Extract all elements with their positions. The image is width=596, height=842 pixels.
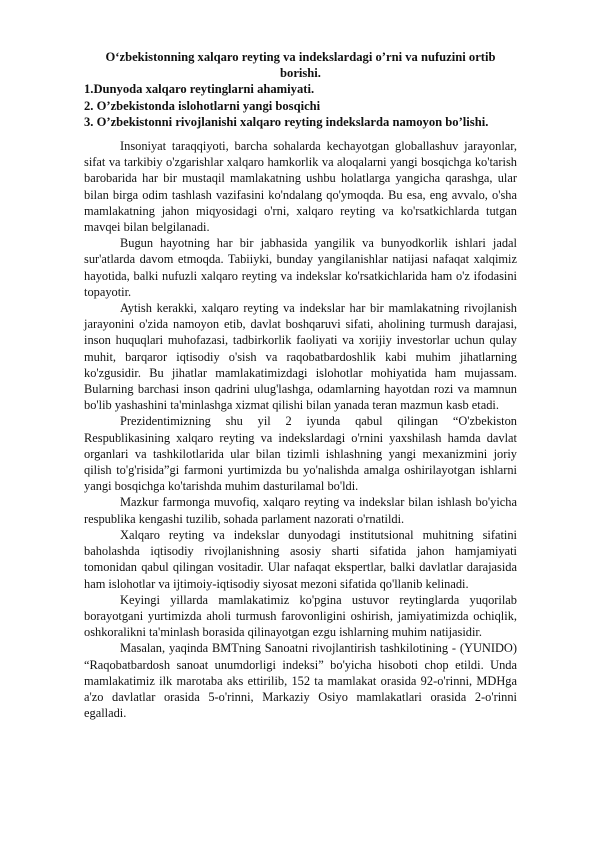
paragraph-2: Bugun hayotning har bir jabhasida yangilik va bunyodkorlik ishlari jadal sur'atlarda davom etmoqda. Tabiiyki, bunday yangilanishlar natijasi nafaqat xalqimiz hayotida, balki nufuzli xalqaro reyting va indekslar ko'rsatkichlarida ham o'z ifodasini topayotir.: [84, 236, 517, 299]
paragraph-3: Aytish kerakki, xalqaro reyting va indekslar har bir mamlakatning rivojlanish jarayonini o'zida namoyon etib, davlat boshqaruvi sifati, aholining turmush darajasi, inson huquqlari muhofazasi, tadbirkorlik faoliyati va xorijiy investorlar uchun qulay muhit, barqaror iqtisodiy o'sish va raqobatbardoshlik kabi muhim jihatlarning ko'zgusidir. Bu jihatlar mamlakatimizdagi islohotlar mohiyatida ham mujassam. Bularning barchasi inson qadrini ulug'lashga, odamlarning hayotdan rozi va mamnun bo'lib yashashini ta'minlashga xizmat qilishi bilan yanada teran mazmun kasb etadi.: [84, 301, 517, 413]
topic-plan-list: [84, 81, 517, 130]
document-body: [84, 138, 517, 721]
plan-item-1: 1.Dunyoda xalqaro reytinglarni ahamiyati.: [84, 82, 315, 97]
document-title: O‘zbekistonning xalqaro reyting va indekslardagi o’rni va nufuzini ortib borishi.: [105, 50, 496, 81]
paragraph-6: Xalqaro reyting va indekslar dunyodagi institutsional muhitning sifatini baholashda iqtisodiy rivojlanishning asosiy sharti sifatida jahon hamjamiyati tomonidan qabul qilingan vositadir. Ular nafaqat ekspertlar, balki davlatlar darajasida ham islohotlar va ijtimoiy-iqtisodiy siyosat mezoni sifatida qo'llanib kelinadi.: [84, 527, 517, 591]
paragraph-4: Prezidentimizning shu yil 2 iyunda qabul qilingan “O'zbekiston Respublikasining xalqaro reyting va indekslardagi o'rnini yaxshilash hamda davlat organlari va tashkilotlarida ular bilan tizimli ishlashning yangi mexanizmini joriy qilish to'g'risida”gi farmoni yurtimizda bu yo'nalishda amalga oshirilayotgan ishlarni yangi bosqichga ko'tarishda muhim dasturilamal bo'ldi.: [84, 414, 517, 494]
paragraph-1: Insoniyat taraqqiyoti, barcha sohalarda kechayotgan globallashuv jarayonlar, sifat va tarkibiy o'zgarishlar xalqaro hamkorlik va aloqalarni yangi bosqichga ko'tarish barobarida har bir mustaqil mamlakatning ushbu holatlarga yangicha qarashga, ular bilan birga odim tashlash vazifasini ko'ndalang qo'ymoqda. Bu esa, eng avvalo, o'sha mamlakatning jahon miqyosidagi o'rni, xalqaro reyting va ko'rsatkichlarda tutgan mavqei bilan belgilanadi.: [84, 139, 517, 235]
document-page: [84, 49, 517, 721]
plan-item-3: 3. O’zbekistonni rivojlanishi xalqaro reyting indekslarda namoyon bo’lishi.: [84, 114, 489, 129]
paragraph-8: Masalan, yaqinda BMTning Sanoatni rivojlantirish tashkilotining - (YUNIDO) “Raqobatbardosh sanoat unumdorligi indeksi” bo'yicha hisoboti chop etildi. Unda mamlakatimiz ilk marotaba aks ettirilib, 152 ta mamlakat orasida 92-o'rinni, MDHga a'zo davlatlar orasida 5-o'rinni, Markaziy Osiyo mamlakatlari orasida 2-o'rinni egalladi.: [84, 641, 517, 721]
paragraph-5: Mazkur farmonga muvofiq, xalqaro reyting va indekslar bilan ishlash bo'yicha respublika kengashi tuzilib, sohada parlament nazorati o'rnatildi.: [84, 495, 517, 526]
plan-item-2: 2. O’zbekistonda islohotlarni yangi bosqichi: [84, 98, 321, 113]
paragraph-7: Keyingi yillarda mamlakatimiz ko'pgina ustuvor reytinglarda yuqorilab borayotgani yurtimizda aholi turmush farovonligini oshirish, jamiyatimizda ochiqlik, oshkoralikni ta'minlash borasida qilinayotgan ezgu ishlarning muhim natijasidir.: [84, 592, 517, 640]
